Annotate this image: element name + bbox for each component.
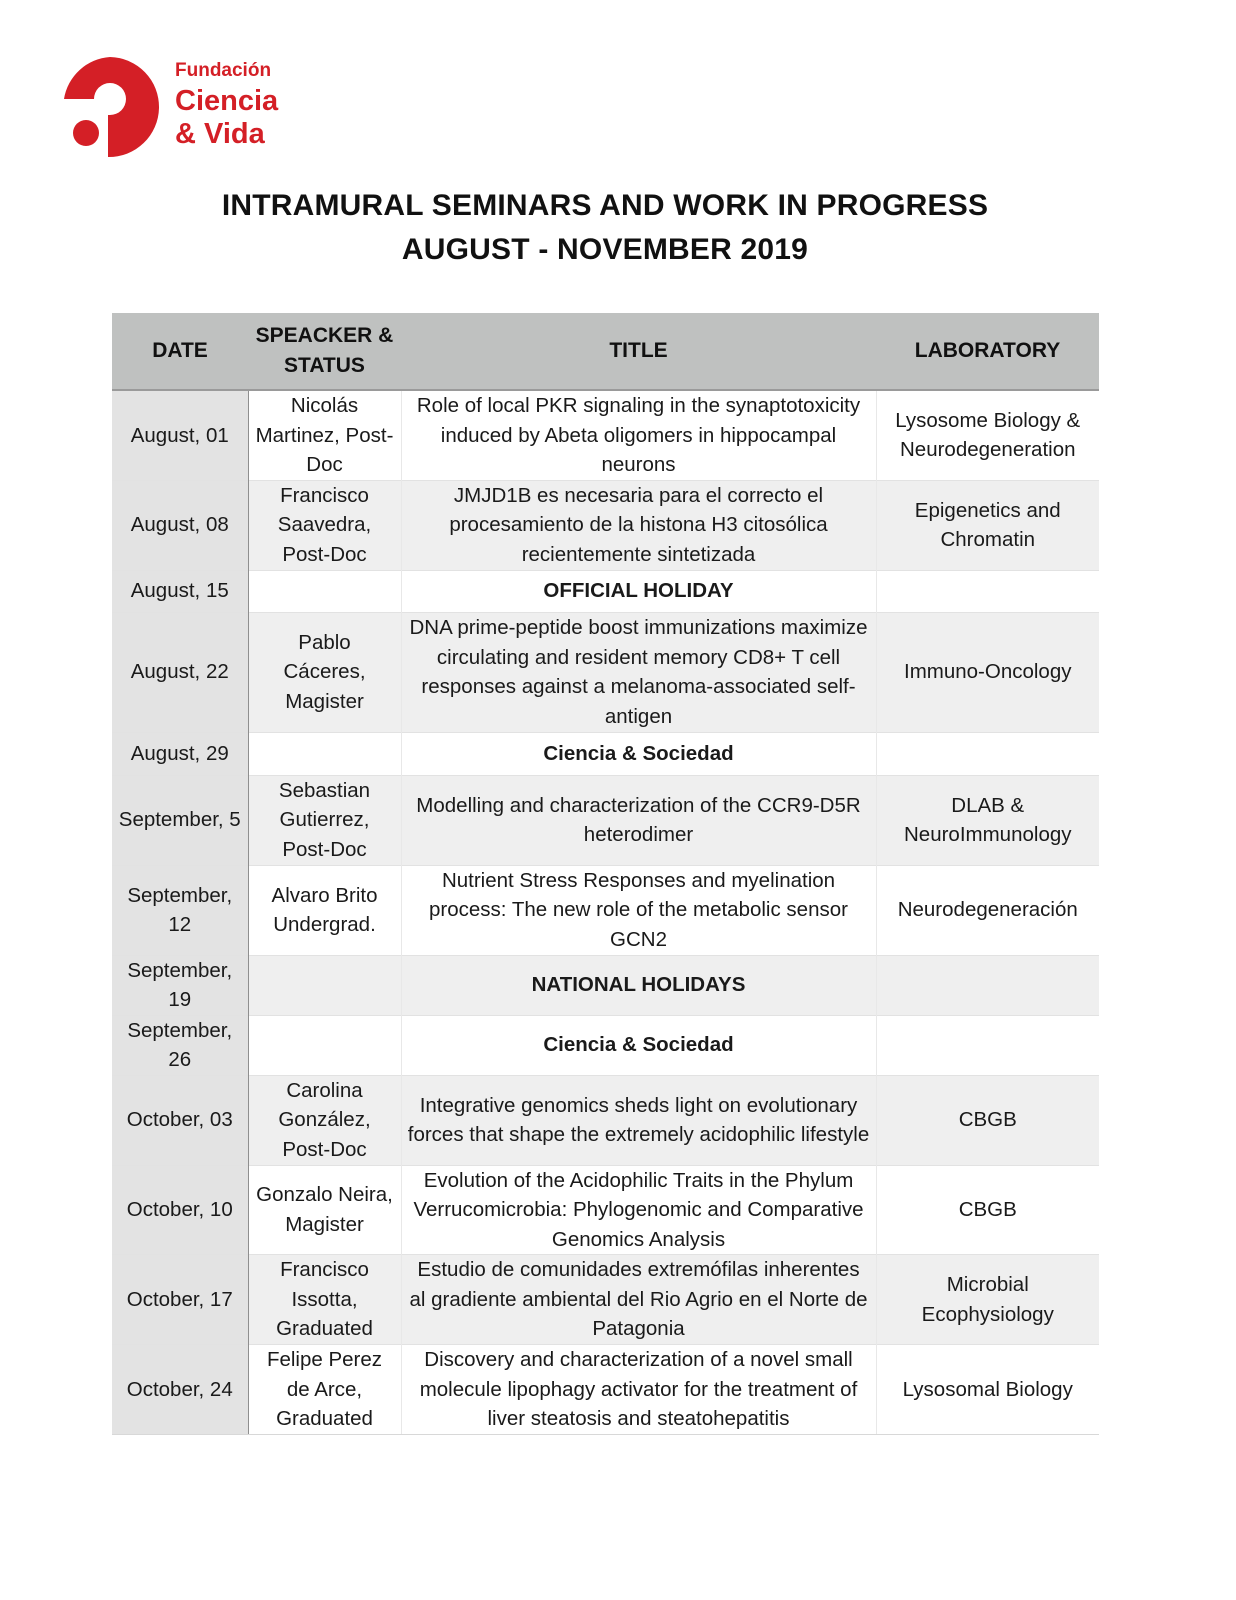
header-title: TITLE <box>401 313 876 390</box>
cell-speaker: Francisco Saavedra, Post-Doc <box>248 480 401 570</box>
logo-wordmark <box>175 61 278 149</box>
logo-mark-icon <box>58 55 168 165</box>
table-row <box>112 1255 1099 1345</box>
cell-speaker: Nicolás Martinez, Post-Doc <box>248 390 401 480</box>
table-row <box>112 612 1099 732</box>
cell-laboratory <box>876 732 1099 775</box>
cell-date: September, 12 <box>112 865 248 955</box>
cell-title: Role of local PKR signaling in the synaptotoxicity induced by Abeta oligomers in hippocampal neurons <box>401 390 876 480</box>
cell-laboratory: Epigenetics and Chromatin <box>876 480 1099 570</box>
cell-laboratory: Lysosome Biology & Neurodegeneration <box>876 390 1099 480</box>
cell-speaker: Pablo Cáceres, Magister <box>248 612 401 732</box>
cell-date: August, 08 <box>112 480 248 570</box>
table-row <box>112 1345 1099 1435</box>
cell-laboratory: Microbial Ecophysiology <box>876 1255 1099 1345</box>
cell-laboratory: Neurodegeneración <box>876 865 1099 955</box>
table-row-event <box>112 732 1099 775</box>
table-row <box>112 775 1099 865</box>
table-row <box>112 1075 1099 1165</box>
cell-title-event: Ciencia & Sociedad <box>401 732 876 775</box>
cell-speaker: Francisco Issotta, Graduated <box>248 1255 401 1345</box>
table-row <box>112 390 1099 480</box>
cell-speaker <box>248 955 401 1015</box>
cell-title: Nutrient Stress Responses and myelination process: The new role of the metabolic sensor GCN2 <box>401 865 876 955</box>
cell-date: August, 15 <box>112 570 248 612</box>
cell-title-event: NATIONAL HOLIDAYS <box>401 955 876 1015</box>
cell-speaker: Gonzalo Neira, Magister <box>248 1165 401 1255</box>
cell-title: Modelling and characterization of the CCR9-D5R heterodimer <box>401 775 876 865</box>
cell-date: August, 01 <box>112 390 248 480</box>
cell-speaker: Alvaro Brito Undergrad. <box>248 865 401 955</box>
cell-laboratory: CBGB <box>876 1165 1099 1255</box>
cell-date: October, 17 <box>112 1255 248 1345</box>
header-date: DATE <box>112 313 248 390</box>
cell-laboratory: Immuno-Oncology <box>876 612 1099 732</box>
logo-line-2: Ciencia <box>175 85 279 117</box>
cell-speaker <box>248 570 401 612</box>
cell-title: Estudio de comunidades extremófilas inherentes al gradiente ambiental del Rio Agrio en el Norte de Patagonia <box>401 1255 876 1345</box>
logo <box>58 55 298 165</box>
cell-speaker: Carolina González, Post-Doc <box>248 1075 401 1165</box>
cell-laboratory <box>876 955 1099 1015</box>
cell-date: August, 22 <box>112 612 248 732</box>
seminar-schedule-table <box>112 313 1099 1435</box>
cell-title: JMJD1B es necesaria para el correcto el procesamiento de la histona H3 citosólica recientemente sintetizada <box>401 480 876 570</box>
logo-line-3: & Vida <box>175 118 265 150</box>
cell-laboratory <box>876 570 1099 612</box>
cell-title-event: Ciencia & Sociedad <box>401 1015 876 1075</box>
cell-date: October, 24 <box>112 1345 248 1435</box>
cell-title: Discovery and characterization of a novel small molecule lipophagy activator for the treatment of liver steatosis and steatohepatitis <box>401 1345 876 1435</box>
logo-line-1: Fundación <box>175 60 272 81</box>
table-row <box>112 480 1099 570</box>
table-row-event <box>112 1015 1099 1075</box>
cell-date: August, 29 <box>112 732 248 775</box>
table-row <box>112 1165 1099 1255</box>
header-speaker: SPEACKER & STATUS <box>248 313 401 390</box>
cell-laboratory: CBGB <box>876 1075 1099 1165</box>
cell-title: Integrative genomics sheds light on evolutionary forces that shape the extremely acidophilic lifestyle <box>401 1075 876 1165</box>
cell-speaker <box>248 1015 401 1075</box>
cell-laboratory <box>876 1015 1099 1075</box>
cell-date: October, 10 <box>112 1165 248 1255</box>
cell-date: September, 26 <box>112 1015 248 1075</box>
cell-date: September, 19 <box>112 955 248 1015</box>
table-row <box>112 865 1099 955</box>
cell-speaker <box>248 732 401 775</box>
cell-title: Evolution of the Acidophilic Traits in the Phylum Verrucomicrobia: Phylogenomic and Comparative Genomics Analysis <box>401 1165 876 1255</box>
page-title-line-2: AUGUST - NOVEMBER 2019 <box>401 233 809 266</box>
cell-title: DNA prime-peptide boost immunizations maximize circulating and resident memory CD8+ T cell responses against a melanoma-associated self-antigen <box>401 612 876 732</box>
cell-date: October, 03 <box>112 1075 248 1165</box>
cell-speaker: Felipe Perez de Arce, Graduated <box>248 1345 401 1435</box>
cell-laboratory: Lysosomal Biology <box>876 1345 1099 1435</box>
table-header-row <box>112 313 1099 390</box>
cell-title-event: OFFICIAL HOLIDAY <box>401 570 876 612</box>
cell-date: September, 5 <box>112 775 248 865</box>
page-title <box>0 184 1210 272</box>
table-row-holiday <box>112 955 1099 1015</box>
header-laboratory: LABORATORY <box>876 313 1099 390</box>
page-title-line-1: INTRAMURAL SEMINARS AND WORK IN PROGRESS <box>221 189 989 222</box>
cell-laboratory: DLAB & NeuroImmunology <box>876 775 1099 865</box>
table-row-holiday <box>112 570 1099 612</box>
cell-speaker: Sebastian Gutierrez, Post-Doc <box>248 775 401 865</box>
